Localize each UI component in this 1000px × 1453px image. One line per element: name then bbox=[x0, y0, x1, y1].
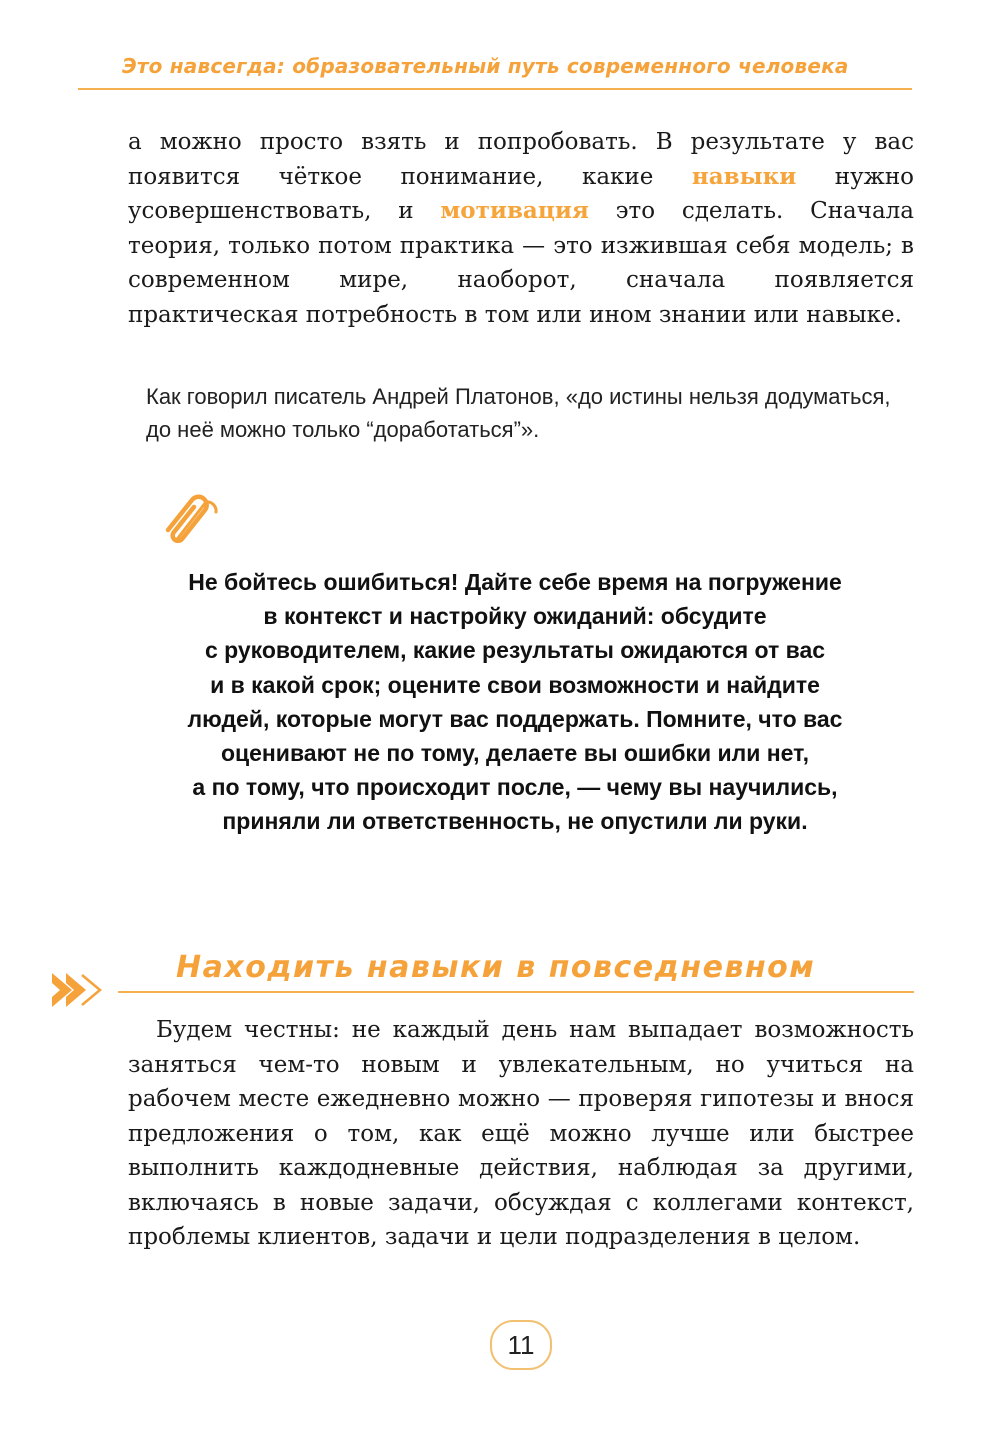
section-heading: Находить навыки в повседневном bbox=[176, 950, 816, 985]
double-chevron-icon bbox=[50, 969, 106, 1011]
running-header-title: Это навсегда: образовательный путь современного человека bbox=[122, 54, 849, 78]
highlight-skills: навыки bbox=[691, 162, 797, 190]
tip-line: людей, которые могут вас поддержать. Помните, что вас bbox=[187, 705, 843, 732]
platonov-quote: Как говорил писатель Андрей Платонов, «до истины нельзя додуматься, до неё можно только “доработаться”». bbox=[146, 384, 891, 442]
intro-text-2: нужно усовершенствовать, и bbox=[128, 163, 915, 224]
tip-line: приняли ли ответственность, не опустили ли руки. bbox=[222, 808, 808, 835]
tip-callout bbox=[100, 565, 930, 839]
tip-line: оценивают не по тому, делаете вы ошибки или нет, bbox=[220, 740, 810, 767]
intro-text-3: это сделать. Сначала теория, только потом практика — это изжившая себя модель; в современном мире, наоборот, сначала появляется практическая потребность в том или ином знании или навыке. bbox=[128, 198, 914, 328]
tip-line: и в какой срок; оцените свои возможности и найдите bbox=[210, 671, 820, 698]
tip-line: а по тому, что происходит после, — чему вы научились, bbox=[192, 774, 838, 801]
tip-line: с руководителем, какие результаты ожидаются от вас bbox=[204, 637, 826, 664]
section-divider bbox=[118, 991, 914, 993]
header-divider bbox=[78, 88, 912, 90]
tip-line: Не бойтесь ошибиться! Дайте себе время на погружение bbox=[188, 569, 842, 595]
intro-text-1: а можно просто взять и попробовать. В результате у вас появится чёткое понимание, какие bbox=[128, 129, 914, 190]
highlight-motivation: мотивация bbox=[440, 197, 589, 224]
section-paragraph: Будем честны: не каждый день нам выпадает возможность заняться чем-то новым и увлекательным, но учиться на рабочем месте ежедневно можно — проверяя гипотезы и внося предложения о том, как ещё можно лучше или быстрее выполнить каждодневные действия, наблюдая за другими, включаясь в новые задачи, обсуждая с коллегами контекст, проблемы клиентов, задачи и цели подразделения в целом. bbox=[128, 1017, 914, 1250]
page-number: 11 bbox=[490, 1320, 552, 1370]
paperclip-icon bbox=[158, 486, 218, 544]
intro-paragraph bbox=[128, 125, 914, 332]
tip-line: в контекст и настройку ожиданий: обсудите bbox=[263, 603, 767, 630]
